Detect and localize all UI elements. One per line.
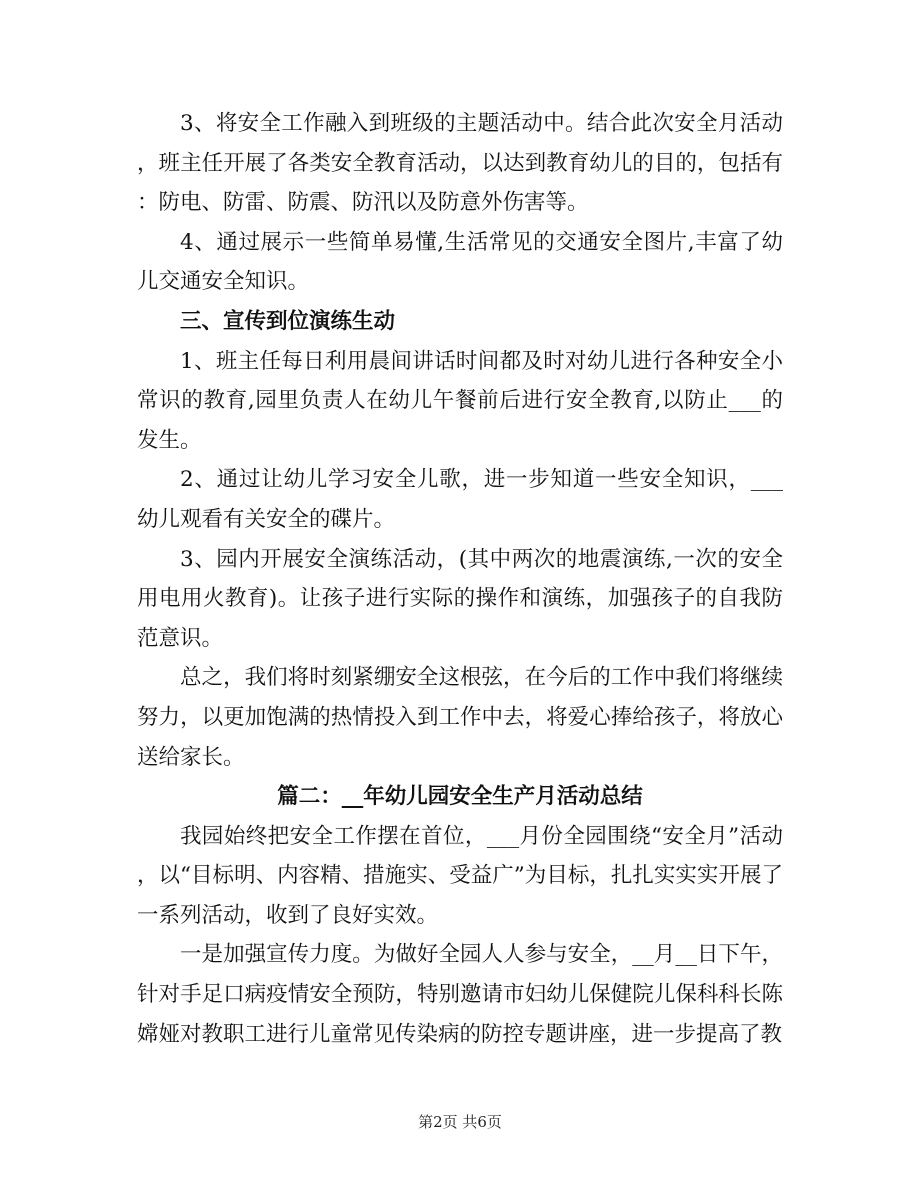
paragraph-item-4: 4、通过展示一些简单易懂,生活常见的交通安全图片,丰富了幼儿交通安全知识。 xyxy=(137,229,783,295)
document-body xyxy=(137,104,783,1054)
paragraph-section3-item-3: 3、园内开展安全演练活动，(其中两次的地震演练,一次的安全用电用火教育)。让孩子进行实际的操作和演练，加强孩子的自我防范意识。 xyxy=(137,546,783,651)
page-number: 第2页 共6页 xyxy=(418,1113,502,1131)
paragraph-section3-item-1: 1、班主任每日利用晨间讲话时间都及时对幼儿进行各种安全小常识的教育,园里负责人在幼儿午餐前后进行安全教育,以防止___的发生。 xyxy=(137,348,783,453)
paragraph-item-3: 3、将安全工作融入到班级的主题活动中。结合此次安全月活动，班主任开展了各类安全教育活动，以达到教育幼儿的目的，包括有：防电、防雷、防震、防汛以及防意外伤害等。 xyxy=(137,111,783,216)
paragraph-section3-item-2: 2、通过让幼儿学习安全儿歌，进一步知道一些安全知识，___幼儿观看有关安全的碟片。 xyxy=(137,467,783,532)
paragraph-point-1: 一是加强宣传力度。为做好全园人人参与安全，__月__日下午，针对手足口病疫情安全预防，特别邀请市妇幼儿保健院儿保科科长陈嫦娅对教职工进行儿童常见传染病的防控专题讲座，进一步提高了教 xyxy=(137,942,783,1047)
paragraph-conclusion: 总之，我们将时刻紧绷安全这根弦，在今后的工作中我们将继续努力，以更加饱满的热情投入到工作中去，将爱心捧给孩子，将放心送给家长。 xyxy=(137,665,783,770)
section-heading-3: 三、宣传到位演练生动 xyxy=(180,308,396,334)
paragraph-intro: 我园始终把安全工作摆在首位，___月份全园围绕“安全月”活动，以“目标明、内容精、措施实、受益广”为目标，扎扎实实实开展了一系列活动，收到了良好实效。 xyxy=(137,823,783,928)
chapter-title: 篇二：__年幼儿园安全生产月活动总结 xyxy=(277,784,643,810)
